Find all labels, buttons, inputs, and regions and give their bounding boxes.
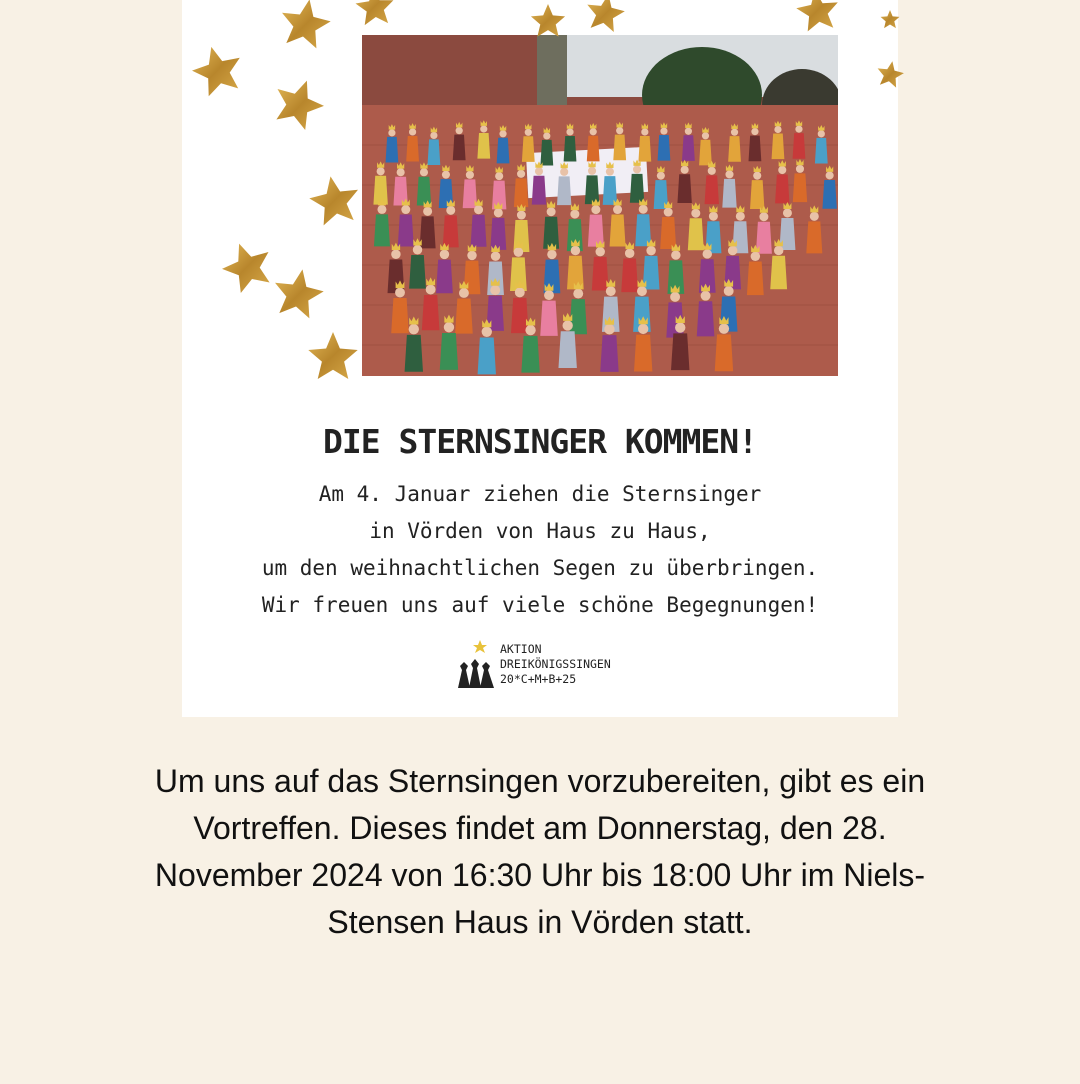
figure-head — [646, 246, 655, 255]
figure-robe — [398, 215, 414, 247]
figure-robe — [603, 176, 617, 205]
figure-robe — [660, 217, 676, 249]
figure-head — [606, 286, 616, 296]
figure-robe — [521, 336, 539, 373]
figure-head — [409, 128, 416, 135]
figure-head — [728, 246, 737, 255]
figure-head — [795, 126, 802, 133]
figure-robe — [750, 180, 764, 209]
figure-head — [446, 206, 455, 215]
figure-head — [547, 250, 556, 259]
figure-head — [724, 286, 734, 296]
figure-head — [543, 132, 550, 139]
figure-head — [625, 249, 634, 258]
figure-robe — [775, 175, 789, 204]
figure-robe — [772, 133, 785, 159]
figure-head — [499, 130, 506, 137]
figure-robe — [634, 335, 652, 372]
figure-robe — [822, 180, 836, 209]
figure-head — [535, 167, 543, 175]
figure-robe — [793, 133, 806, 159]
figure-robe — [630, 174, 644, 203]
figure-head — [725, 170, 733, 178]
figure-robe — [722, 179, 736, 208]
post-caption — [60, 758, 1020, 946]
figure-robe — [658, 135, 671, 161]
figure-robe — [728, 136, 741, 162]
figure-robe — [567, 256, 584, 290]
logo-line-2: DREIKÖNIGSSINGEN — [500, 657, 611, 671]
figure-head — [566, 128, 573, 135]
figure-robe — [564, 136, 577, 162]
caption-line-1: Um uns auf das Sternsingen vorzubereiten, gibt es ein — [154, 763, 926, 799]
figure-head — [657, 172, 665, 180]
figure-robe — [405, 335, 423, 372]
figure-robe — [585, 175, 599, 204]
figure-robe — [688, 218, 704, 250]
figure-robe — [682, 135, 695, 161]
figure-robe — [638, 136, 651, 162]
figure-robe — [471, 215, 487, 247]
figure-robe — [697, 301, 715, 336]
figure-head — [709, 212, 718, 221]
figure-robe — [600, 335, 618, 372]
figure-head — [590, 128, 597, 135]
flyer-line-2: in Vörden von Haus zu Haus, — [369, 519, 711, 543]
figure-head — [685, 128, 692, 135]
figure-robe — [478, 338, 496, 375]
figure-robe — [699, 140, 712, 166]
figure-head — [480, 125, 487, 132]
figure-robe — [409, 255, 426, 289]
figure-head — [606, 168, 614, 176]
figure-robe — [532, 176, 546, 205]
figure-head — [774, 126, 781, 133]
figure-robe — [440, 333, 458, 370]
figure-robe — [391, 298, 409, 333]
figure-head — [639, 205, 648, 214]
figure-head — [388, 129, 395, 136]
figure-head — [377, 167, 385, 175]
figure-head — [430, 132, 437, 139]
figure-robe — [453, 135, 466, 161]
figure-robe — [806, 221, 822, 253]
figure-head — [638, 324, 648, 334]
flyer-line-1: Am 4. Januar ziehen die Sternsinger — [318, 482, 762, 506]
figure-head — [544, 290, 554, 300]
figure-head — [474, 205, 483, 214]
figure-head — [426, 285, 436, 295]
figure-head — [753, 172, 761, 180]
figure-head — [494, 208, 503, 217]
figure-head — [778, 166, 786, 174]
figure-head — [571, 246, 580, 255]
figure-robe — [386, 137, 399, 163]
figure-head — [691, 209, 700, 218]
figure-head — [515, 287, 525, 297]
caption-line-2: Vortreffen. Dieses findet am Donnerstag, den 28. — [193, 810, 887, 846]
figure-head — [517, 211, 526, 220]
figure-head — [681, 166, 689, 174]
flyer-headline: DIE STERNSINGER KOMMEN! — [323, 422, 757, 461]
figure-robe — [540, 301, 558, 336]
figure-head — [467, 251, 476, 260]
figure-robe — [621, 259, 638, 293]
figure-head — [703, 249, 712, 258]
figure-robe — [715, 334, 733, 371]
group-photo — [362, 35, 838, 376]
figure-head — [664, 208, 673, 217]
figure-head — [413, 245, 422, 254]
figure-robe — [514, 178, 528, 207]
figure-robe — [677, 174, 691, 203]
figure-head — [401, 205, 410, 214]
figure-head — [440, 250, 449, 259]
figure-head — [560, 168, 568, 176]
figure-head — [547, 207, 556, 216]
logo-line-1: AKTION — [500, 642, 542, 656]
figure-head — [397, 168, 405, 176]
figure-head — [591, 205, 600, 214]
figure-head — [395, 288, 405, 298]
figure-robe — [558, 331, 576, 368]
figure-head — [517, 170, 525, 178]
figure-head — [675, 322, 685, 332]
figure-head — [701, 291, 711, 301]
figure-head — [466, 171, 474, 179]
group-photo-illustration — [362, 35, 838, 376]
figure-head — [637, 286, 647, 296]
figure-robe — [420, 216, 436, 248]
figure-head — [613, 205, 622, 214]
figure-robe — [374, 214, 390, 246]
figure-head — [810, 212, 819, 221]
figure-head — [759, 212, 768, 221]
figure-robe — [443, 215, 459, 247]
figure-head — [573, 289, 583, 299]
figure-head — [409, 324, 419, 334]
aktion-logo — [456, 640, 636, 692]
figure-robe — [557, 176, 571, 205]
figure-head — [641, 128, 648, 135]
figure-head — [783, 208, 792, 217]
figure-head — [525, 129, 532, 136]
figure-robe — [793, 173, 807, 202]
figure-robe — [588, 215, 604, 247]
figure-head — [670, 292, 680, 302]
figure-head — [490, 285, 500, 295]
figure-robe — [455, 298, 473, 333]
figure-robe — [635, 214, 651, 246]
figure-head — [616, 127, 623, 134]
figure-head — [719, 323, 729, 333]
figure-robe — [705, 175, 719, 204]
caption-line-3: November 2024 von 16:30 Uhr bis 18:00 Uhr im Niels- — [154, 857, 926, 893]
figure-head — [671, 250, 680, 259]
figure-head — [525, 325, 535, 335]
figure-head — [570, 210, 579, 219]
flyer-body — [182, 476, 898, 624]
figure-robe — [477, 133, 490, 159]
figure-head — [482, 327, 492, 337]
figure-robe — [427, 139, 440, 165]
figure-head — [491, 251, 500, 260]
figure-robe — [671, 333, 689, 370]
figure-head — [818, 130, 825, 137]
figure-head — [774, 246, 783, 255]
logo-line-3: 20*C+M+B+25 — [500, 672, 577, 686]
figure-robe — [747, 262, 764, 296]
flyer-line-3: um den weihnachtlichen Segen zu überbringen. — [261, 556, 819, 580]
figure-head — [751, 252, 760, 261]
figure-robe — [406, 136, 419, 162]
figure-robe — [815, 138, 828, 164]
figure-head — [420, 168, 428, 176]
figure-head — [442, 171, 450, 179]
figure-head — [377, 205, 386, 214]
caption-line-4: Stensen Haus in Vörden statt. — [327, 904, 753, 940]
figure-head — [423, 207, 432, 216]
figure-head — [826, 171, 834, 179]
figure-robe — [749, 136, 762, 162]
figure-robe — [587, 136, 600, 162]
figure-head — [796, 165, 804, 173]
figure-head — [391, 250, 400, 259]
figure-head — [702, 132, 709, 139]
figure-head — [459, 288, 469, 298]
figure-head — [495, 172, 503, 180]
figure-robe — [540, 140, 553, 166]
flyer-line-4: Wir freuen uns auf viele schöne Begegnungen! — [261, 593, 819, 617]
figure-head — [456, 127, 463, 134]
logo-text — [500, 642, 611, 687]
figure-robe — [436, 260, 453, 294]
figure-head — [588, 167, 596, 175]
figure-robe — [422, 295, 440, 330]
figure-robe — [770, 256, 787, 290]
figure-head — [660, 127, 667, 134]
figure-head — [708, 167, 716, 175]
figure-robe — [610, 215, 626, 247]
figure-robe — [417, 177, 431, 206]
three-kings-icon — [456, 640, 500, 690]
figure-head — [731, 129, 738, 136]
figure-robe — [592, 257, 609, 291]
figure-head — [604, 324, 614, 334]
figure-head — [751, 128, 758, 135]
figure-head — [736, 212, 745, 221]
figure-robe — [543, 217, 559, 249]
figure-head — [514, 247, 523, 256]
figure-head — [563, 320, 573, 330]
figure-head — [633, 165, 641, 173]
figure-head — [444, 322, 454, 332]
figure-head — [595, 247, 604, 256]
figure-robe — [497, 138, 510, 164]
figure-robe — [522, 136, 535, 162]
figure-robe — [613, 135, 626, 161]
figure-robe — [490, 218, 506, 250]
